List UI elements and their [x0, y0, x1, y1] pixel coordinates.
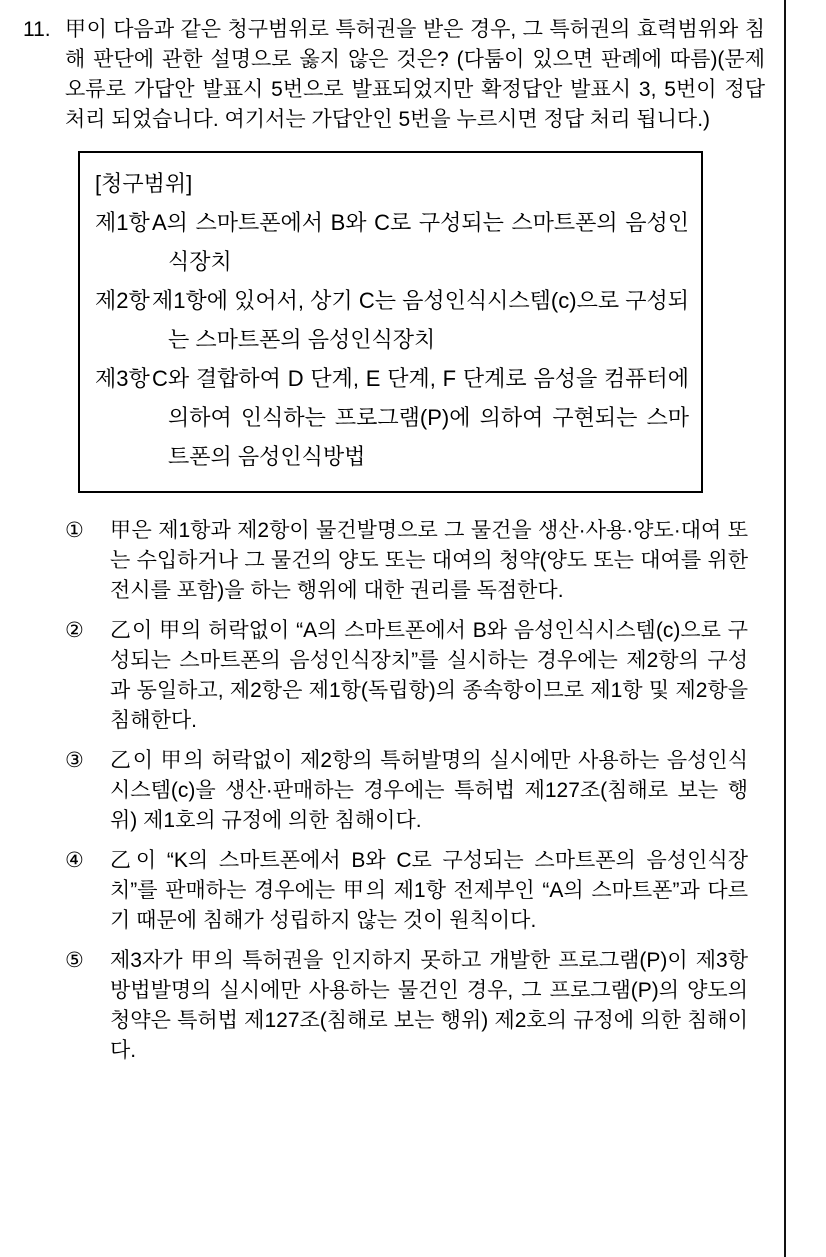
option-4-marker[interactable]: ④ — [65, 849, 84, 872]
answer-options — [23, 516, 769, 1066]
option-1-text: 甲은 제1항과 제2항이 물건발명으로 그 물건을 생산·사용·양도·대여 또는 수입하거나 그 물건의 양도 또는 대여의 청약(양도 또는 대여를 위한 전시를 포함)을 하는 행위에 대한 권리를 독점한다. — [110, 519, 748, 602]
claim-text: C와 결합하여 D 단계, E 단계, F 단계로 음성을 컴퓨터에 의하여 인식하는 프로그램(P)에 의하여 구현되는 스마트폰의 음성인식방법 — [152, 366, 689, 469]
answer-option-2[interactable] — [65, 616, 769, 736]
question-stem — [23, 15, 769, 135]
option-3-text: 乙이 甲의 허락없이 제2항의 특허발명의 실시에만 사용하는 음성인식시스템(c)을 생산·판매하는 경우에는 특허법 제127조(침해로 보는 행위) 제1호의 규정에 의한 침해이다. — [110, 749, 748, 832]
option-2-text: 乙이 甲의 허락없이 “A의 스마트폰에서 B와 음성인식시스템(c)으로 구성되는 스마트폰의 음성인식장치”를 실시하는 경우에는 제2항의 구성과 동일하고, 제2항은 제1항(독립항)의 종속항이므로 제1항 및 제2항을 침해한다. — [110, 619, 748, 732]
claim-text: A의 스마트폰에서 B와 C로 구성되는 스마트폰의 음성인식장치 — [152, 210, 689, 274]
question-block — [23, 15, 769, 1076]
question-text: 甲이 다음과 같은 청구범위로 특허권을 받은 경우, 그 특허권의 효력범위와 침해 판단에 관한 설명으로 옳지 않은 것은? (다툼이 있으면 판례에 따름)(문제 오류로 가답안 발표시 5번으로 발표되었지만 확정답안 발표시 3, 5번이 정답처리 되었습니다. 여기서는 가답안인 5번을 누르시면 정답 처리 됩니다.) — [65, 18, 765, 131]
option-1-marker[interactable]: ① — [65, 519, 84, 542]
claim-label: 제2항 — [95, 288, 150, 313]
option-5-marker[interactable]: ⑤ — [65, 949, 84, 972]
claims-box — [78, 151, 703, 493]
claims-box-title: [청구범위] — [95, 171, 193, 196]
option-4-text: 乙이 “K의 스마트폰에서 B와 C로 구성되는 스마트폰의 음성인식장치”를 판매하는 경우에는 甲의 제1항 전제부인 “A의 스마트폰”과 다르기 때문에 침해가 성립하지 않는 것이 원칙이다. — [110, 849, 748, 932]
answer-option-1[interactable] — [65, 516, 769, 606]
claim-label: 제3항 — [95, 366, 150, 391]
answer-option-5[interactable] — [65, 946, 769, 1066]
option-3-marker[interactable]: ③ — [65, 749, 84, 772]
column-divider-line — [784, 0, 786, 1257]
claim-label: 제1항 — [95, 210, 150, 235]
option-5-text: 제3자가 甲의 특허권을 인지하지 못하고 개발한 프로그램(P)이 제3항 방법발명의 실시에만 사용하는 물건인 경우, 그 프로그램(P)의 양도의 청약은 특허법 제127조(침해로 보는 행위) 제2호의 규정에 의한 침해이다. — [110, 949, 748, 1062]
question-number: 11. — [23, 18, 51, 41]
answer-option-4[interactable] — [65, 846, 769, 936]
answer-option-3[interactable] — [65, 746, 769, 836]
claim-text: 제1항에 있어서, 상기 C는 음성인식시스템(c)으로 구성되는 스마트폰의 음성인식장치 — [152, 288, 689, 352]
claim-row-1 — [95, 203, 689, 281]
claim-row-2 — [95, 281, 689, 359]
claim-row-3 — [95, 359, 689, 476]
option-2-marker[interactable]: ② — [65, 619, 84, 642]
